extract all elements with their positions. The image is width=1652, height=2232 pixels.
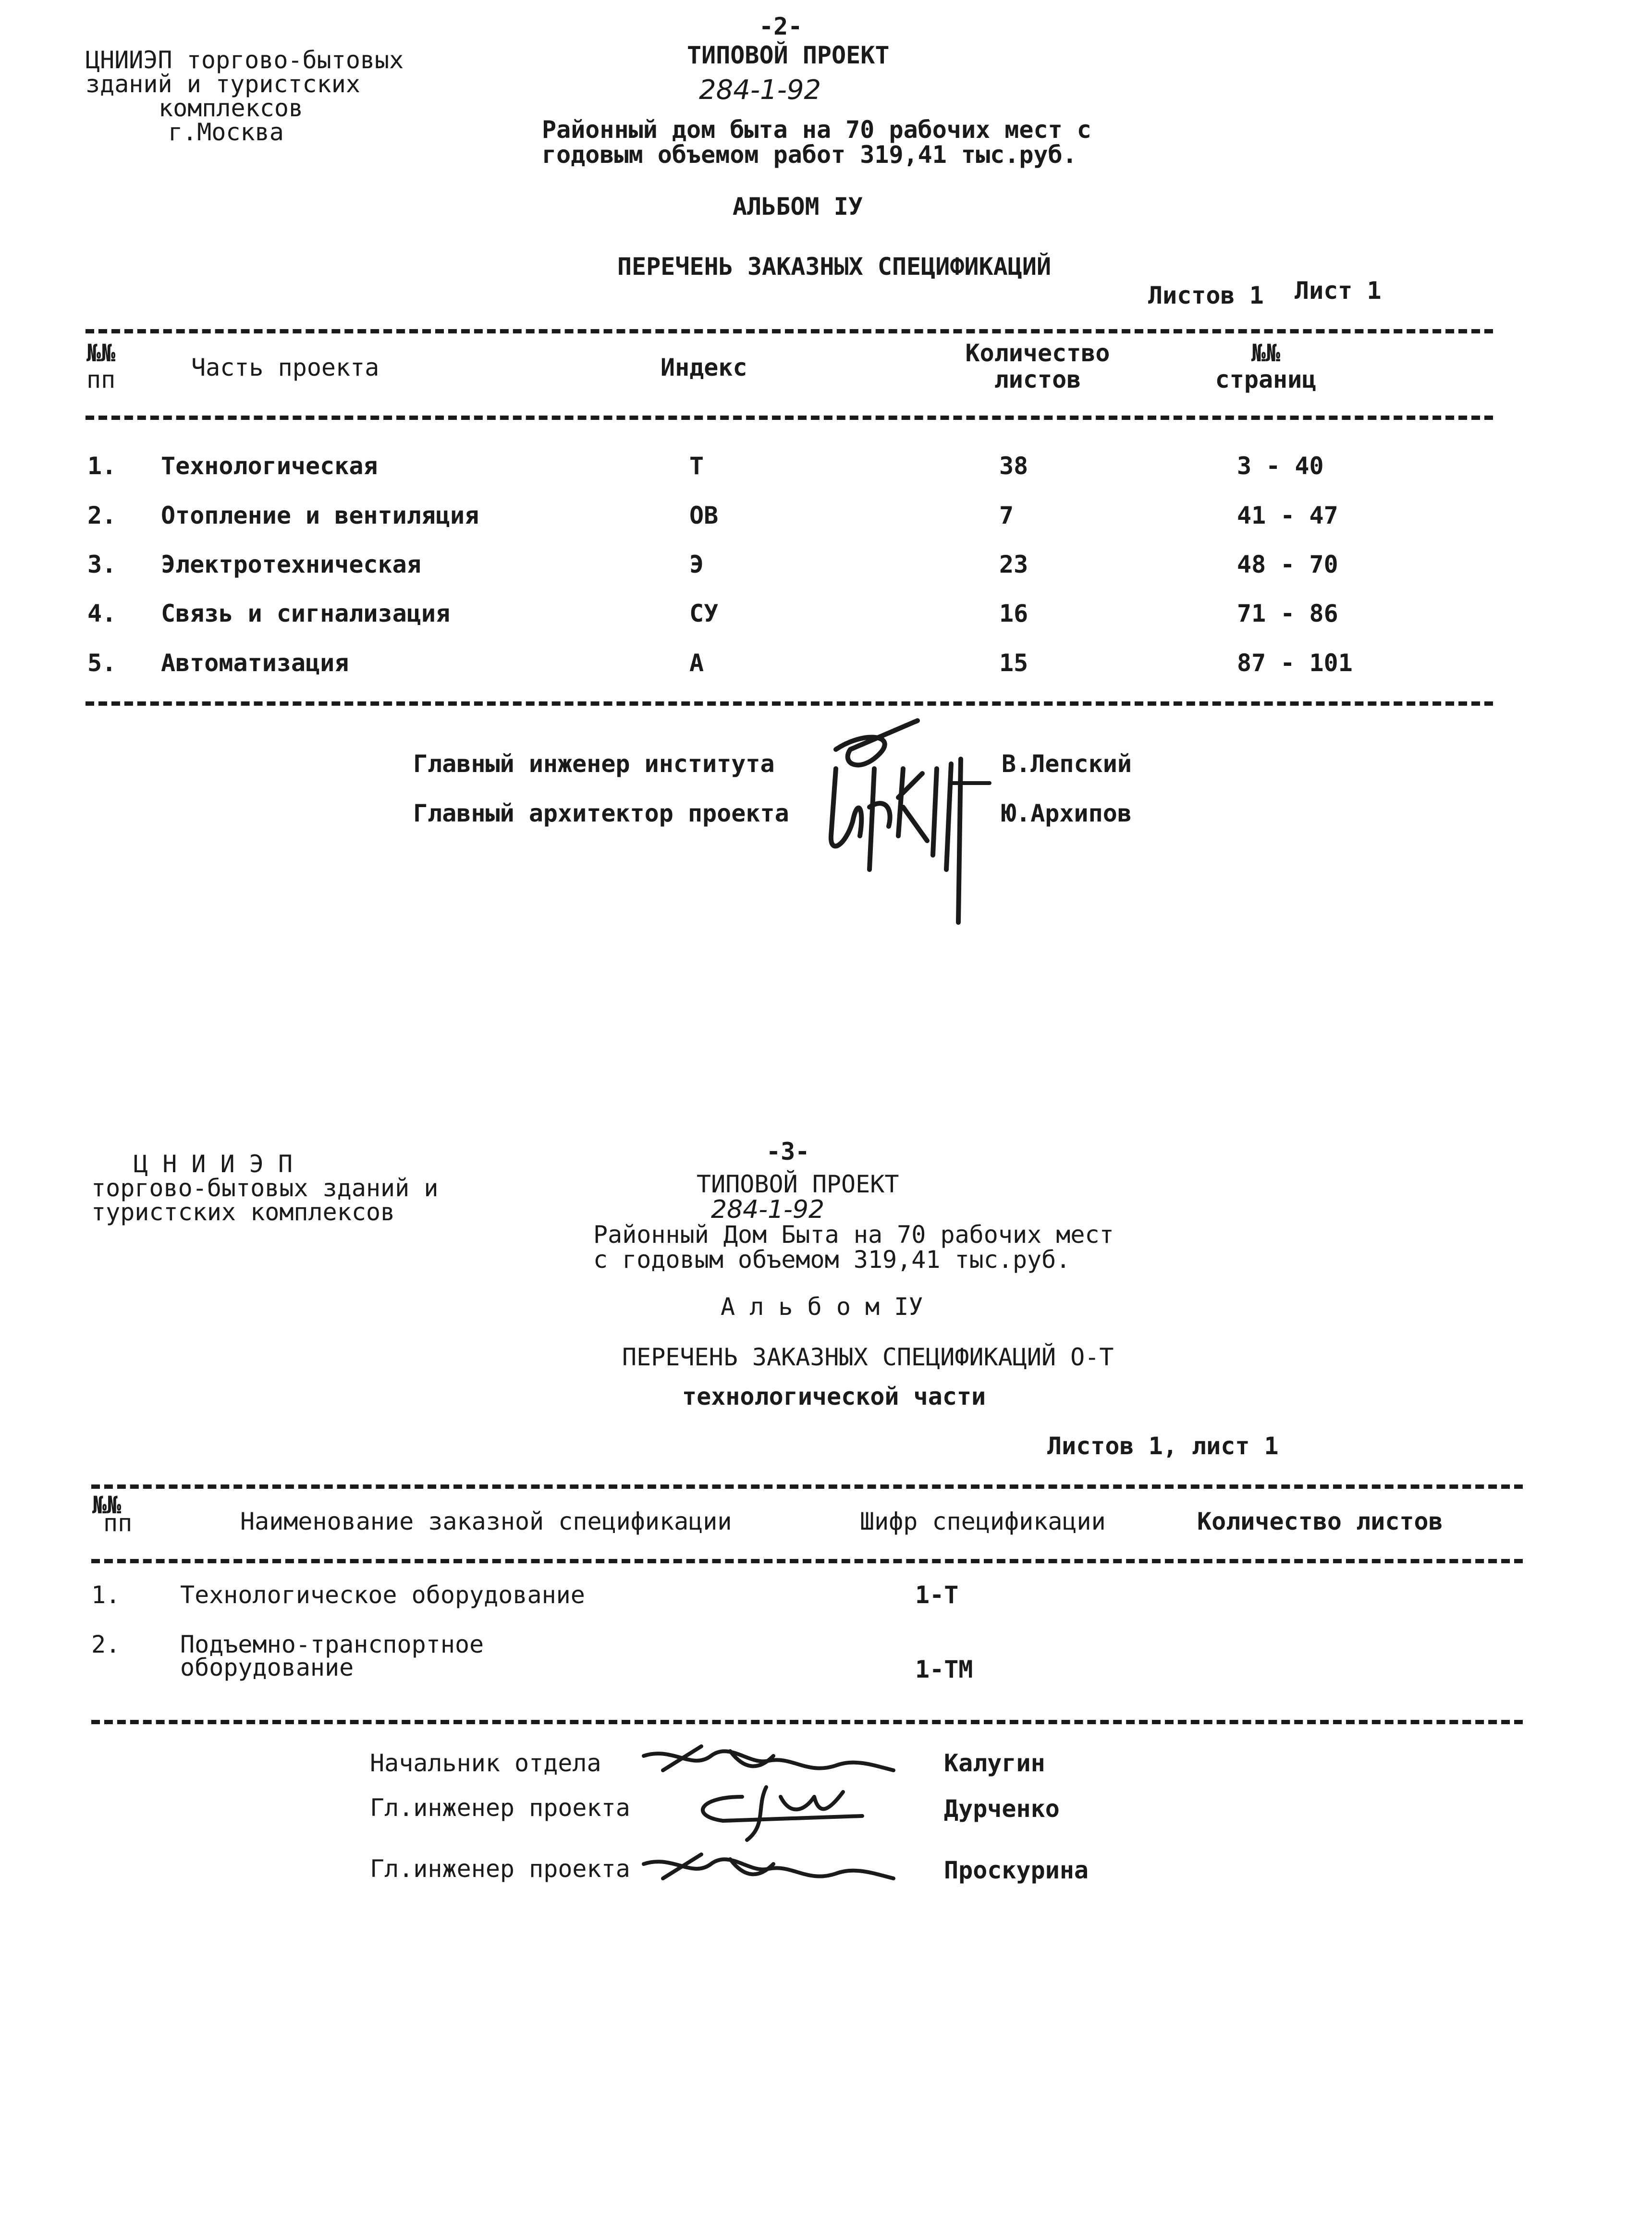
org-line-3: туристских комплексов — [91, 1198, 395, 1226]
handwritten-signature — [670, 1778, 872, 1845]
signature-name: Проскурина — [944, 1856, 1089, 1884]
header-code: Шифр спецификации — [860, 1508, 1106, 1535]
row-pages: 41 - 47 — [1237, 502, 1338, 529]
row-index: ОВ — [689, 502, 719, 529]
row-index: А — [689, 649, 704, 677]
project-label: ТИПОВОЙ ПРОЕКТ — [687, 41, 890, 69]
table-row — [0, 1632, 1652, 1705]
project-description-2: с годовым объемом 319,41 тыс.руб. — [593, 1246, 1071, 1274]
row-num: 3. — [87, 551, 117, 578]
sheets-info: Листов 1, лист 1 — [1047, 1432, 1279, 1460]
header-num-1: №№ — [86, 339, 116, 367]
row-num: 2. — [87, 502, 117, 529]
row-pages: 3 - 40 — [1237, 452, 1324, 480]
row-code: 1-ТМ — [915, 1656, 973, 1683]
page-number: -2- — [759, 12, 803, 40]
header-num-2: пп — [103, 1509, 133, 1537]
header-index: Индекс — [661, 354, 747, 381]
row-qty: 15 — [999, 649, 1028, 677]
header-qty-1: Количество — [965, 339, 1110, 367]
row-qty: 16 — [999, 600, 1028, 627]
page-number: -3- — [766, 1138, 810, 1165]
signature-role: Гл.инженер проекта — [370, 1794, 630, 1822]
table-bottom-rule — [86, 701, 1493, 706]
header-pages-2: страниц — [1215, 366, 1317, 393]
org-line-3: комплексов — [159, 94, 304, 122]
sheets-total: Листов 1 — [1148, 282, 1264, 309]
row-part: Технологическая — [161, 452, 378, 480]
row-num: 1. — [91, 1581, 121, 1609]
row-code: 1-Т — [915, 1581, 959, 1609]
list-title: ПЕРЕЧЕНЬ ЗАКАЗНЫХ СПЕЦИФИКАЦИЙ О-Т — [622, 1343, 1114, 1371]
signature-name: Калугин — [944, 1749, 1045, 1777]
row-num: 2. — [91, 1631, 121, 1658]
table-row — [0, 651, 1652, 689]
row-index: Т — [689, 452, 704, 480]
list-title: ПЕРЕЧЕНЬ ЗАКАЗНЫХ СПЕЦИФИКАЦИЙ — [617, 253, 1052, 281]
row-pages: 87 - 101 — [1237, 649, 1353, 677]
signature-role: Главный архитектор проекта — [413, 799, 789, 827]
album-title: АЛЬБОМ IУ — [733, 193, 863, 221]
table-row — [0, 1583, 1652, 1621]
row-name: оборудование — [180, 1654, 354, 1681]
header-num-2: пп — [86, 366, 116, 393]
header-qty: Количество листов — [1197, 1508, 1443, 1535]
header-part: Часть проекта — [191, 354, 379, 381]
org-line-1: ЦНИИЭП торгово-бытовых — [86, 46, 404, 74]
project-description-1: Районный дом быта на 70 рабочих мест с — [542, 116, 1091, 144]
org-line-2: зданий и туристских — [86, 70, 360, 98]
album-title: А л ь б о м IУ — [721, 1293, 923, 1321]
project-label: ТИПОВОЙ ПРОЕКТ — [697, 1170, 899, 1198]
table-header-rule — [91, 1559, 1523, 1563]
table-row — [0, 601, 1652, 640]
org-line-4: г.Москва — [168, 118, 284, 146]
signature-role: Начальник отдела — [370, 1749, 601, 1777]
table-top-rule — [91, 1484, 1523, 1489]
project-description-1: Районный Дом Быта на 70 рабочих мест — [593, 1221, 1114, 1249]
row-part: Связь и сигнализация — [161, 600, 451, 627]
project-code: 284-1-92 — [699, 74, 821, 106]
handwritten-signature — [807, 711, 999, 913]
row-name: Технологическое оборудование — [180, 1581, 585, 1609]
row-index: Э — [689, 551, 704, 578]
row-part: Электротехническая — [161, 551, 421, 578]
row-qty: 23 — [999, 551, 1028, 578]
signature-name: Ю.Архипов — [1002, 799, 1132, 827]
row-num: 5. — [87, 649, 117, 677]
row-pages: 48 - 70 — [1237, 551, 1338, 578]
org-line-2: торгово-бытовых зданий и — [91, 1174, 439, 1202]
row-part: Автоматизация — [161, 649, 349, 677]
table-row — [0, 552, 1652, 591]
project-description-2: годовым объемом работ 319,41 тыс.руб. — [542, 141, 1077, 169]
row-num: 4. — [87, 600, 117, 627]
header-pages-1: №№ — [1251, 339, 1281, 367]
row-index: СУ — [689, 600, 719, 627]
header-num-1: №№ — [92, 1491, 122, 1519]
row-part: Отопление и вентиляция — [161, 502, 479, 529]
header-qty-2: листов — [994, 366, 1081, 393]
table-bottom-rule — [91, 1720, 1523, 1724]
org-line-1: Ц Н И И Э П — [134, 1150, 293, 1178]
signature-name: Дурченко — [944, 1795, 1060, 1823]
row-qty: 7 — [999, 502, 1014, 529]
table-row — [0, 503, 1652, 542]
signature-name: В.Лепский — [1002, 750, 1132, 778]
sheets-current: Лист 1 — [1295, 277, 1382, 305]
table-row — [0, 454, 1652, 492]
project-code: 284-1-92 — [711, 1195, 825, 1224]
row-num: 1. — [87, 452, 117, 480]
handwritten-signature — [634, 1845, 903, 1898]
table-header-rule — [86, 416, 1493, 420]
row-qty: 38 — [999, 452, 1028, 480]
table-top-rule — [86, 329, 1493, 333]
signature-role: Главный инженер института — [413, 750, 775, 778]
row-pages: 71 - 86 — [1237, 600, 1338, 627]
header-name: Наименование заказной спецификации — [240, 1508, 732, 1535]
signature-role: Гл.инженер проекта — [370, 1855, 630, 1883]
list-subtitle: технологической части — [682, 1383, 986, 1410]
row-name: Подъемно-транспортное — [180, 1631, 484, 1658]
